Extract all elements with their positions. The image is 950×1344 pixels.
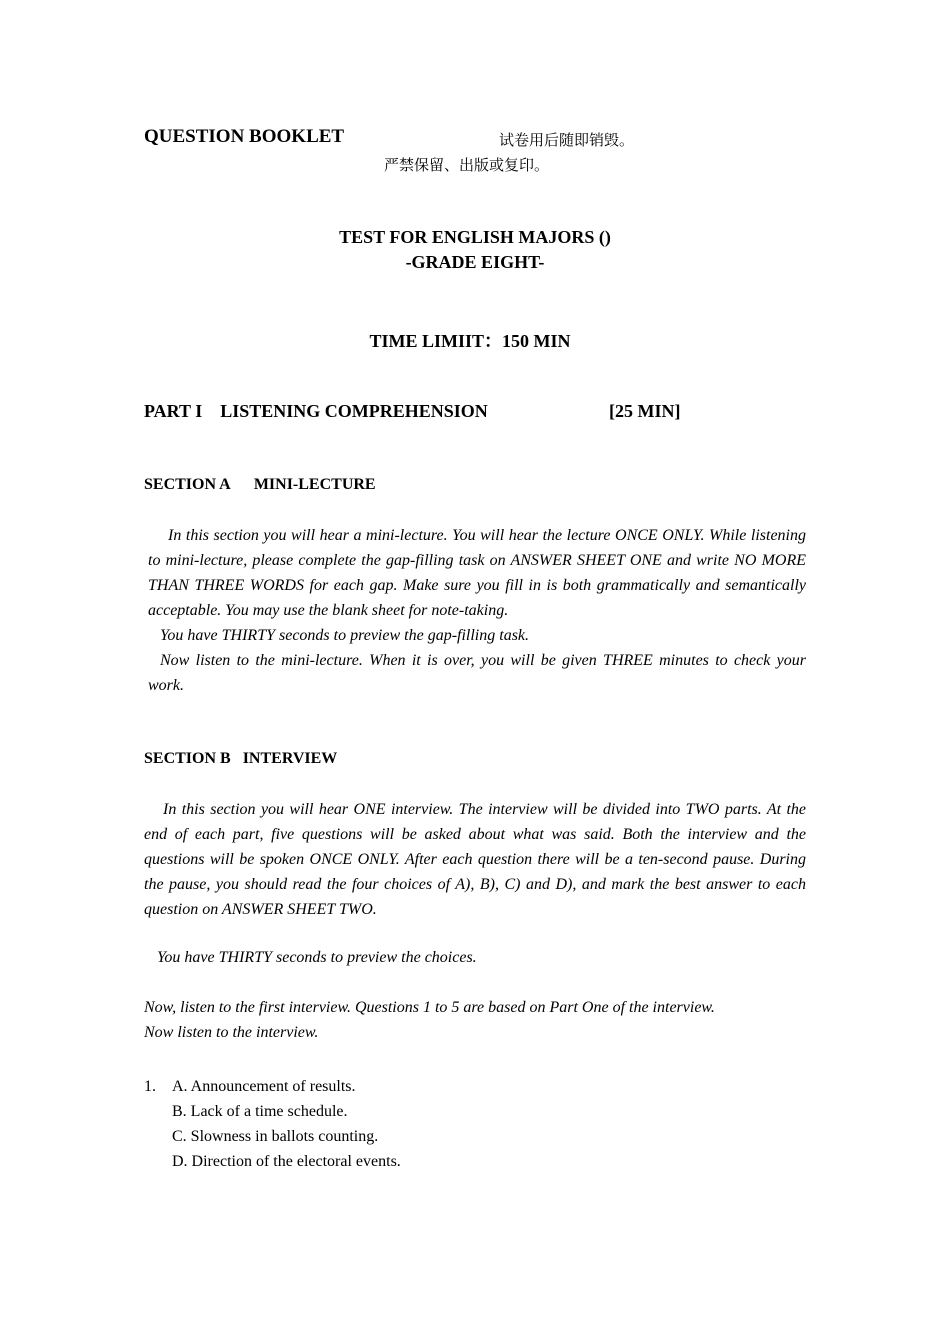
section-a-preview-text: You have THIRTY seconds to preview the gap-filling task. bbox=[160, 627, 530, 644]
question-options bbox=[172, 1074, 401, 1174]
question-option-a: A. Announcement of results. bbox=[172, 1078, 356, 1095]
part-time: [25 MIN] bbox=[609, 401, 681, 421]
question-option-c: C. Slowness in ballots counting. bbox=[172, 1128, 379, 1145]
section-a-instructions bbox=[148, 523, 806, 698]
section-b-instructions-text: In this section you will hear ONE interview. The interview will be divided into TWO parts. At the end of each part, five questions will be asked about what was said. Both the interview and the questions will be spoken ONCE ONLY. After each question there will be a ten-second pause. During the pause, you should read the four choices of A), B), C) and D), and mark the best answer to each question on ANSWER SHEET TWO. bbox=[144, 801, 806, 918]
section-a-now-listen-text: Now listen to the mini-lecture. When it is over, you will be given THREE minutes to check your work. bbox=[148, 652, 806, 694]
section-b-title: SECTION B INTERVIEW bbox=[144, 750, 338, 767]
section-b-instructions bbox=[144, 797, 806, 922]
question-number: 1. bbox=[144, 1078, 156, 1095]
question-option-d: D. Direction of the electoral events. bbox=[172, 1153, 401, 1170]
section-b-now-first-text: Now, listen to the first interview. Questions 1 to 5 are based on Part One of the interview. bbox=[144, 999, 715, 1016]
section-b-now-listen-text: Now listen to the interview. bbox=[144, 1024, 319, 1041]
confidential-notice-line-1: 试卷用后随即销毁。 bbox=[499, 131, 635, 149]
test-title: TEST FOR ENGLISH MAJORS () bbox=[339, 227, 611, 247]
time-limit: TIME LIMIIT：150 MIN bbox=[369, 331, 571, 351]
question-option-b: B. Lack of a time schedule. bbox=[172, 1103, 348, 1120]
section-b-preview-text: You have THIRTY seconds to preview the choices. bbox=[157, 949, 477, 966]
section-a-title: SECTION A MINI-LECTURE bbox=[144, 476, 376, 493]
confidential-notice-line-2: 严禁保留、出版或复印。 bbox=[384, 156, 550, 174]
booklet-title: QUESTION BOOKLET bbox=[144, 126, 345, 147]
part-title: PART I LISTENING COMPREHENSION bbox=[144, 401, 488, 421]
section-a-instructions-text: In this section you will hear a mini-lecture. You will hear the lecture ONCE ONLY. While listening to mini-lecture, please complete the gap-filling task on ANSWER SHEET ONE and write NO MORE THAN THREE WORDS for each gap. Make sure you fill in is both grammatically and semantically acceptable. You may use the blank sheet for note-taking. bbox=[148, 527, 806, 619]
test-grade: -GRADE EIGHT- bbox=[405, 252, 545, 272]
